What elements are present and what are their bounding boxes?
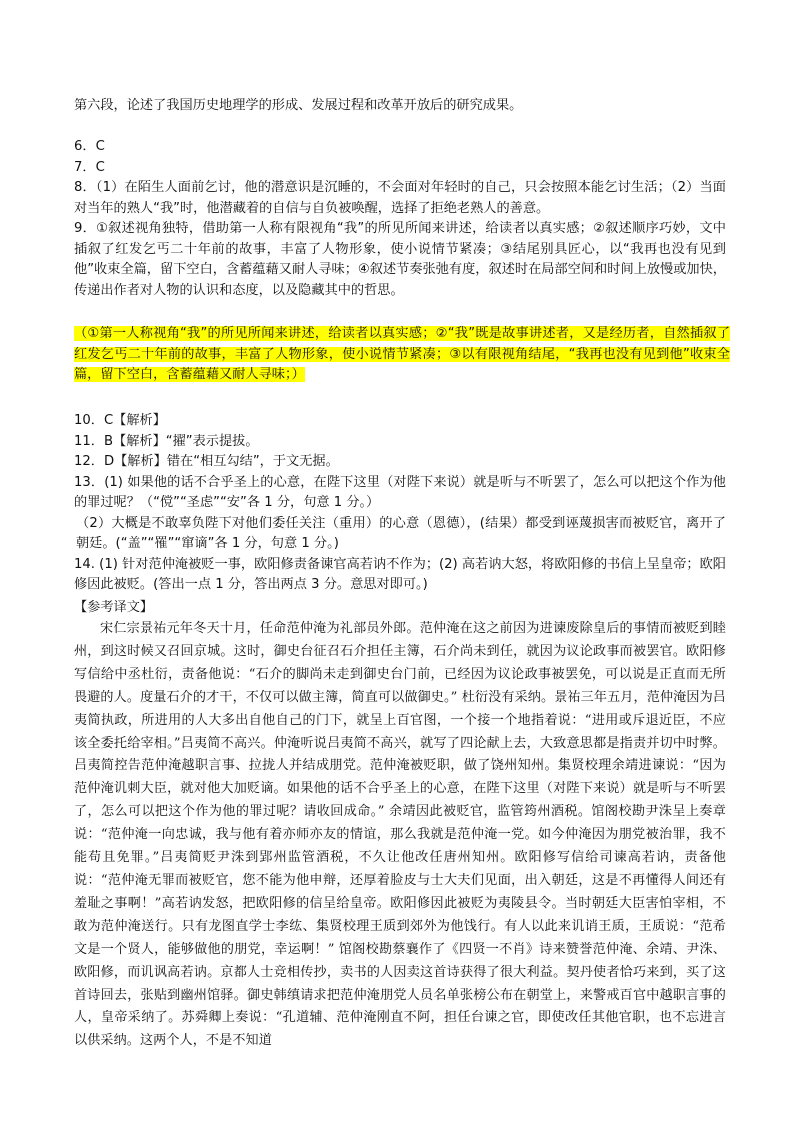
answer-item-12: 12．D【解析】错在“相互勾结”，于文无据。 bbox=[74, 454, 339, 469]
intro-paragraph: 第六段，论述了我国历史地理学的形成、发展过程和改革开放后的研究成果。 bbox=[74, 98, 523, 113]
answer-item-13-2: （2）大概是不敢辜负陛下对他们委任关注（重用）的心意（恩德），(结果）都受到诬蔑损害而被贬官，离开了朝廷。(“盖”“罹”“窜谪”各 1 分，句意 1 分。) bbox=[76, 515, 726, 551]
highlighted-answer bbox=[74, 324, 730, 386]
answers-block-a bbox=[74, 137, 726, 301]
answer-item-7: 7．C bbox=[74, 159, 105, 175]
answer-item-8: 8．（1）在陌生人面前乞讨，他的潜意识是沉睡的，不会面对年轻时的自己，只会按照本能乞讨生活；（2）当面对当年的熟人“我”时，他潜藏着的自信与自负被唤醒，选择了拒绝老熟人的善意。 bbox=[74, 180, 726, 216]
answer-item-9: 9．①叙述视角独特，借助第一人称有限视角“我”的所见所闻来讲述，给读者以真实感；②叙述顺序巧妙，文中插叙了红发乞丐二十年前的故事，丰富了人物形象，使小说情节紧凑；③结尾别具匠心，以“我再也没有见到他”收束全篇，留下空白，含蓄蕴藉又耐人寻味；④叙述节奏张弛有度，叙述时在局部空间和时间上放慢或加快，传递出作者对人物的认识和态度，以及隐藏其中的哲思。 bbox=[74, 221, 726, 298]
answers-block-b bbox=[74, 411, 726, 1053]
answer-item-10: 10．C【解析】 bbox=[74, 413, 166, 428]
highlight-text: （①第一人称视角“我”的所见所闻来讲述，给读者以真实感；②“我”既是故事讲述者，又是经历者，自然插叙了红发乞丐二十年前的故事，丰富了人物形象，使小说情节紧凑；③以有限视角结尾，“我再也没有见到他”收束全篇，留下空白，含蓄蕴藉又耐人寻味；） bbox=[74, 326, 730, 382]
translation-heading: 【参考译文】 bbox=[74, 599, 154, 615]
answer-item-13-1: 13．(1) 如果他的话不合乎圣上的心意，在陛下这里（对陛下来说）就是听与不听罢了，怎么可以把这个作为他的罪过呢？（“傥”“圣虑”“安”各 1 分，句意 1 分。） bbox=[74, 474, 726, 510]
answer-item-6: 6．C bbox=[74, 139, 105, 154]
translation-paragraph: 宋仁宗景祐元年冬天十月，任命范仲淹为礼部员外郎。范仲淹在这之前因为进谏废除皇后的事情而被贬到睦州，到这时候又召回京城。这时，御史台征召石介担任主簿，石介尚未到任，就因为议论政事而被罢官。欧阳修写信给中丞杜衍，责备他说：“石介的脚尚未走到御史台门前，已经因为议论政事被罢免，可以说是正直而无所畏避的人。度量石介的才干，不仅可以做主簿，简直可以做御史。” 杜衍没有采纳。景祐三年五月，范仲淹因为吕夷简执政，所进用的人大多出自他自己的门下，就呈上百官图，一个接一个地指着说：“进用或斥退近臣，不应该全委托给宰相。”吕夷简不高兴。仲淹听说吕夷简不高兴，就写了四论献上去，大致意思都是指责并切中时弊。吕夷简控告范仲淹越职言事、拉拢人并结成朋党。范仲淹被贬职，做了饶州知州。集贤校理余靖进谏说：“因为范仲淹讥刺大臣，就对他大加贬谪。如果他的话不合乎圣上的心意，在陛下这里（对陛下来说）就是听与不听罢了，怎么可以把这个作为他的罪过呢？请收回成命。” 余靖因此被贬官，监管筠州酒税。馆阁校勘尹洙呈上奏章说：“范仲淹一向忠诚，我与他有着亦师亦友的情谊，那么我就是范仲淹一党。如今仲淹因为朋党被治罪，我不能苟且免罪。”吕夷简贬尹洙到郢州监管酒税，不久让他改任唐州知州。欧阳修写信给司谏高若讷，责备他说：“范仲淹无罪而被贬官，您不能为他申辩，还厚着脸皮与士大夫们见面，出入朝廷，这是不再懂得人间还有羞耻之事啊！”高若讷发怒，把欧阳修的信呈给皇帝。欧阳修因此被贬为夷陵县令。当时朝廷大臣害怕宰相，不敢为范仲淹送行。只有龙图直学士李纮、集贤校理王质到郊外为他饯行。有人以此来讥诮王质，王质说：“范希文是一个贤人，能够做他的朋党，幸运啊！” 馆阁校勘蔡襄作了《四贤一不肖》诗来赞誉范仲淹、余靖、尹洙、欧阳修，而讥讽高若讷。京都人士竞相传抄，卖书的人因卖这首诗获得了很大利益。契丹使者恰巧来到，买了这首诗回去，张贴到幽州馆驿。御史韩缜请求把范仲淹朋党人员名单张榜公布在朝堂上，来警戒百官中越职言事的人，皇帝采纳了。苏舜卿上奏说：“孔道辅、范仲淹刚直不阿，担任台谏之官，即使改任其他官职，也不忘进言以供采纳。这两个人，不是不知道 bbox=[74, 621, 726, 1049]
answer-item-14: 14. (1) 针对范仲淹被贬一事，欧阳修责备谏官高若讷不作为；(2) 高若讷大怒，将欧阳修的书信上呈皇帝；欧阳修因此被贬。(答出一点 1 分，答出两点 3 分。意思对即可。) bbox=[74, 556, 726, 592]
answer-item-11: 11．B【解析】“擢”表示提拔。 bbox=[74, 433, 259, 449]
